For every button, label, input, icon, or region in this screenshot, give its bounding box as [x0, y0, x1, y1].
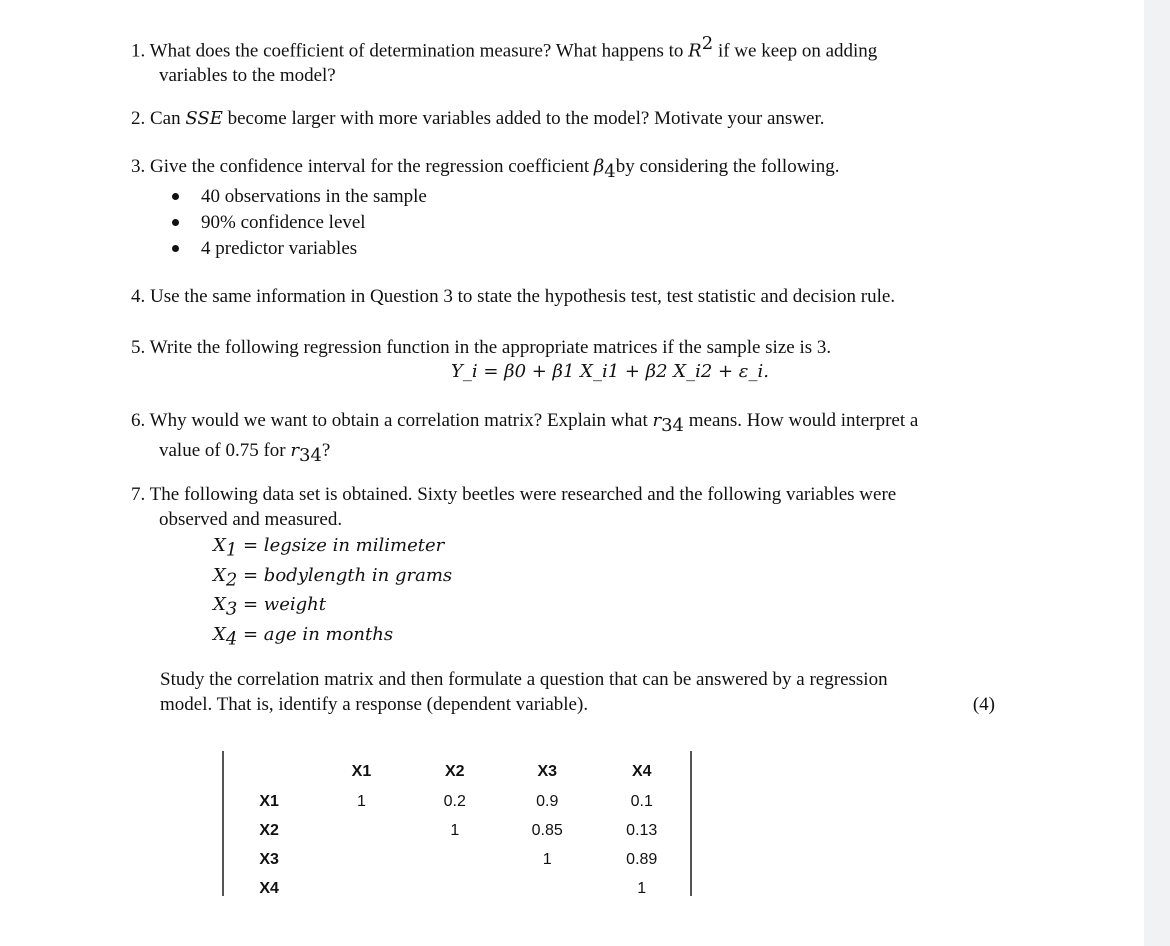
bullet-icon: [172, 245, 179, 252]
question-1: [131, 31, 877, 88]
question-text: means. How would interpret a: [684, 410, 919, 431]
regression-equation: [451, 361, 769, 382]
question-number: 4.: [131, 286, 146, 307]
question-text: if we keep on adding: [713, 40, 878, 62]
math-r34: r: [652, 410, 662, 431]
question-text: become larger with more variables added to the model? Motivate your answer.: [222, 108, 825, 129]
bullet-list: [131, 184, 839, 262]
table-cell: 1: [637, 879, 647, 897]
table-header-row: [224, 756, 690, 787]
math-subscript: 4: [604, 160, 616, 182]
question-text-continued: value of 0.75 for $r_{34}$?: [159, 439, 331, 466]
question-3: [131, 154, 839, 262]
equation-text: Y_i = β0 + β1 X_i1 + β2 X_i2 + ε_i.: [451, 361, 769, 382]
row-header: X4: [259, 879, 279, 897]
table-cell: [314, 845, 408, 874]
question-4: [131, 284, 895, 309]
variable-definition: $X_2$ = bodylength in grams: [213, 564, 453, 591]
table-cell: 0.2: [443, 792, 466, 810]
table-cell: [314, 874, 408, 903]
bullet-item: 4 predictor variables: [131, 236, 839, 262]
bullet-icon: [172, 193, 179, 200]
marks-label: (4): [972, 694, 995, 715]
study-instruction: Study the correlation matrix and then formulate a question that can be answered by a regression model. That is, identify a response (dependent variable). (4): [160, 669, 995, 715]
table-cell: 0.85: [531, 821, 563, 839]
variable-definition: $X_3$ = weight: [213, 594, 326, 620]
row-header: X1: [259, 792, 279, 810]
question-number: 1.: [131, 40, 146, 62]
question-number: 5.: [131, 337, 146, 358]
table-cell: [409, 874, 501, 903]
question-text: The following data set is obtained. Sixty beetles were researched and the following variables were: [149, 484, 897, 505]
question-number: 6.: [131, 410, 146, 431]
question-text-continued: variables to the model?: [159, 65, 336, 87]
table-cell: 1: [450, 821, 460, 839]
table-cell: 1: [542, 850, 552, 868]
question-text: Give the confidence interval for the regression coefficient: [150, 156, 594, 177]
math-beta: β: [593, 156, 605, 177]
page-margin-strip: [1144, 0, 1170, 946]
variable-definition: $X_4$ = age in months: [213, 623, 394, 650]
table-cell: [501, 874, 594, 903]
column-header: X1: [351, 762, 372, 780]
bullet-icon: [172, 219, 179, 226]
variable-definitions: [213, 533, 452, 651]
table-row: [224, 874, 690, 903]
math-subscript: 34: [299, 444, 322, 466]
table-cell: [314, 816, 408, 845]
question-text: by considering the following.: [615, 156, 840, 177]
correlation-table: [224, 756, 690, 903]
bullet-item: 90% confidence level: [131, 210, 839, 236]
bullet-item: 40 observations in the sample: [131, 184, 839, 210]
question-text: Why would we want to obtain a correlation matrix? Explain what: [149, 410, 653, 431]
table-cell: 1: [357, 792, 366, 810]
question-text: Use the same information in Question 3 to state the hypothesis test, test statistic and decision rule.: [150, 286, 896, 307]
column-header: X2: [444, 762, 465, 780]
column-header: X3: [537, 762, 558, 780]
question-text-continued: observed and measured.: [159, 509, 343, 530]
question-text: Can: [150, 108, 186, 129]
question-number: 2.: [131, 108, 146, 129]
variable-definition: $X_1$ = legsize in milimeter: [213, 535, 445, 561]
question-number: 3.: [131, 156, 146, 177]
question-2: [131, 106, 825, 131]
row-header: X3: [259, 850, 279, 868]
table-cell: 0.89: [626, 850, 658, 868]
math-sse: SSE: [185, 108, 223, 129]
table-row: [224, 816, 690, 845]
math-r: R: [688, 40, 702, 62]
table-cell: 0.13: [626, 821, 658, 839]
question-number: 7.: [131, 484, 146, 505]
table-cell: [409, 845, 501, 874]
question-5: [131, 335, 831, 360]
correlation-matrix: [222, 751, 692, 896]
question-text: Write the following regression function in the appropriate matrices if the sample size is 3.: [149, 337, 832, 358]
table-row: [224, 845, 690, 874]
row-header: X2: [259, 821, 279, 839]
math-r34: r: [290, 439, 299, 461]
table-cell: 0.9: [536, 792, 559, 810]
question-7: [131, 482, 896, 532]
math-superscript: 2: [701, 33, 714, 54]
column-header: X4: [631, 762, 652, 780]
math-subscript: 34: [661, 414, 685, 436]
question-text: What does the coefficient of determination measure? What happens to: [149, 40, 689, 62]
table-cell: 0.1: [630, 792, 653, 810]
table-row: [224, 787, 690, 816]
question-6: [131, 408, 918, 468]
